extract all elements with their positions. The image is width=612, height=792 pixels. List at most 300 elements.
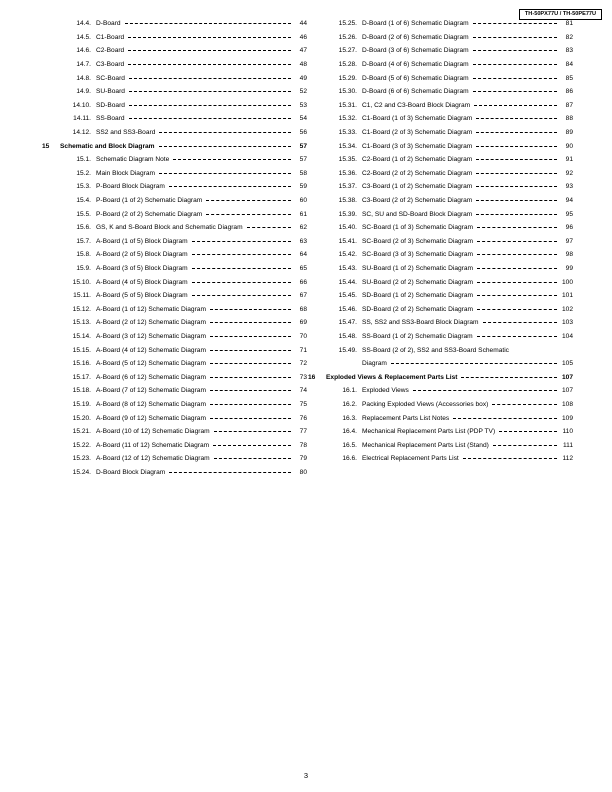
toc-entry-title: A-Board (5 of 12) Schematic Diagram (96, 360, 206, 368)
toc-entry-number: 16.3. (342, 414, 357, 422)
toc-entry-number: 15.4. (76, 197, 91, 205)
toc-entry-title: C1-Board (1 of 3) Schematic Diagram (362, 115, 473, 123)
toc-entry-page: 70 (299, 332, 307, 340)
toc-entry-title: Diagram (362, 360, 387, 368)
toc-entry-number: 14.10. (72, 101, 91, 109)
toc-entry[interactable] (308, 139, 573, 153)
toc-entry[interactable] (308, 357, 573, 371)
toc-leader-line (477, 295, 557, 296)
toc-entry-title: SU-Board (2 of 2) Schematic Diagram (362, 278, 474, 286)
toc-entry[interactable] (42, 235, 307, 249)
toc-entry-page: 59 (299, 183, 307, 191)
toc-right-column (308, 17, 573, 466)
toc-leader-line (473, 78, 557, 79)
toc-entry-number: 15.28. (338, 61, 357, 69)
toc-entry-title: C2-Board (1 of 2) Schematic Diagram (362, 156, 473, 164)
toc-leader-line (169, 472, 291, 473)
toc-entry-page: 103 (561, 319, 573, 327)
toc-entry[interactable] (42, 425, 307, 439)
toc-entry-number: 15.44. (338, 278, 357, 286)
toc-entry-number: 14.7. (76, 61, 91, 69)
toc-entry-page: 89 (565, 129, 573, 137)
toc-entry[interactable] (308, 248, 573, 262)
toc-leader-line (476, 159, 557, 160)
toc-entry[interactable] (308, 235, 573, 249)
toc-entry-title: SU-Board (1 of 2) Schematic Diagram (362, 264, 474, 272)
toc-entry-title: D-Board (4 of 6) Schematic Diagram (362, 61, 469, 69)
toc-entry-number: 15.13. (72, 319, 91, 327)
toc-entry[interactable] (42, 370, 307, 384)
toc-entry[interactable] (308, 425, 573, 439)
toc-leader-line (192, 282, 291, 283)
toc-entry-title: A-Board (6 of 12) Schematic Diagram (96, 373, 206, 381)
toc-entry-title: A-Board (11 of 12) Schematic Diagram (96, 441, 210, 449)
toc-entry[interactable] (42, 58, 307, 72)
toc-leader-line (477, 282, 557, 283)
toc-entry[interactable] (308, 452, 573, 466)
toc-entry-title: SS, SS2 and SS3-Board Block Diagram (362, 319, 479, 327)
toc-entry[interactable] (308, 411, 573, 425)
toc-entry[interactable] (308, 398, 573, 412)
toc-entry[interactable] (42, 262, 307, 276)
toc-entry-title: C2-Board (96, 47, 125, 55)
toc-entry-title: A-Board (3 of 5) Block Diagram (96, 264, 188, 272)
toc-entry-number: 15.10. (72, 278, 91, 286)
toc-entry-title: P-Board Block Diagram (96, 183, 165, 191)
toc-entry-page: 93 (565, 183, 573, 191)
toc-entry-page: 112 (562, 455, 573, 463)
toc-leader-line (125, 23, 291, 24)
toc-leader-line (476, 173, 557, 174)
toc-entry-title: SD-Board (1 of 2) Schematic Diagram (362, 292, 474, 300)
toc-entry-page: 86 (565, 88, 573, 96)
toc-entry-page: 47 (299, 47, 307, 55)
toc-leader-line (210, 336, 291, 337)
toc-entry[interactable] (308, 302, 573, 316)
toc-entry-title: SS-Board (96, 115, 125, 123)
toc-entry-page: 82 (565, 33, 573, 41)
toc-entry-number: 16.5. (342, 441, 357, 449)
toc-entry-page: 60 (299, 197, 307, 205)
toc-leader-line (473, 50, 557, 51)
toc-entry-title: D-Board (3 of 6) Schematic Diagram (362, 47, 469, 55)
toc-entry[interactable] (308, 17, 573, 31)
toc-leader-line (159, 132, 291, 133)
toc-entry[interactable] (42, 153, 307, 167)
toc-entry-number: 15.47. (338, 319, 357, 327)
toc-entry-title: SS-Board (2 of 2), SS2 and SS3-Board Schematic (362, 346, 509, 354)
toc-entry-page: 72 (299, 360, 307, 368)
toc-entry[interactable] (42, 330, 307, 344)
toc-entry[interactable] (42, 207, 307, 221)
toc-leader-line (476, 146, 557, 147)
toc-entry[interactable] (42, 452, 307, 466)
toc-entry-title: A-Board (10 of 12) Schematic Diagram (96, 428, 210, 436)
toc-leader-line (159, 146, 291, 147)
toc-entry[interactable] (308, 194, 573, 208)
toc-leader-line (129, 78, 291, 79)
toc-leader-line (129, 91, 291, 92)
toc-leader-line (128, 37, 291, 38)
toc-entry-page: 65 (299, 264, 307, 272)
toc-entry-number: 14.9. (76, 88, 91, 96)
toc-entry-page: 57 (299, 142, 307, 150)
toc-entry[interactable] (42, 411, 307, 425)
toc-entry-number: 15.22. (72, 441, 91, 449)
toc-entry-number: 15.43. (338, 264, 357, 272)
toc-entry-title: Exploded Views (362, 387, 409, 395)
toc-entry-page: 67 (299, 292, 307, 300)
toc-entry[interactable] (42, 71, 307, 85)
toc-entry-title: C1, C2 and C3-Board Block Diagram (362, 101, 471, 109)
toc-entry-page: 53 (299, 101, 307, 109)
toc-leader-line (476, 200, 557, 201)
toc-entry[interactable] (308, 85, 573, 99)
toc-entry[interactable] (42, 466, 307, 480)
toc-entry-number: 16.4. (342, 428, 357, 436)
toc-entry-number: 14.11. (73, 115, 91, 123)
toc-entry-page: 78 (299, 441, 307, 449)
toc-entry-number: 15.12. (72, 305, 91, 313)
toc-entry-page: 94 (565, 197, 573, 205)
toc-entry-page: 75 (299, 400, 307, 408)
toc-leader-line (463, 458, 557, 459)
toc-entry[interactable] (308, 207, 573, 221)
toc-leader-line (210, 363, 291, 364)
toc-entry-number: 15.1. (76, 156, 91, 164)
toc-entry[interactable] (42, 343, 307, 357)
toc-entry[interactable] (308, 167, 573, 181)
toc-leader-line (210, 404, 291, 405)
toc-entry[interactable] (308, 153, 573, 167)
toc-entry-title: A-Board (2 of 12) Schematic Diagram (96, 319, 206, 327)
toc-entry[interactable] (42, 438, 307, 452)
toc-entry-title: P-Board (1 of 2) Schematic Diagram (96, 197, 203, 205)
toc-entry-page: 44 (299, 20, 307, 28)
toc-entry-title: C1-Board (2 of 3) Schematic Diagram (362, 129, 473, 137)
toc-entry-title: A-Board (1 of 12) Schematic Diagram (96, 305, 206, 313)
toc-leader-line (210, 350, 291, 351)
toc-leader-line (214, 458, 291, 459)
toc-entry-number: 14.6. (76, 47, 91, 55)
toc-entry-page: 57 (299, 156, 307, 164)
toc-entry-page: 92 (565, 169, 573, 177)
toc-entry-title: D-Board Block Diagram (96, 468, 166, 476)
toc-leader-line (206, 214, 291, 215)
toc-entry-page: 87 (565, 101, 573, 109)
toc-entry-title: A-Board (4 of 12) Schematic Diagram (96, 346, 206, 354)
toc-entry-number: 15.14. (72, 332, 91, 340)
toc-entry-title: D-Board (96, 20, 121, 28)
toc-entry-page: 73 (299, 373, 307, 381)
toc-entry-title: Main Block Diagram (96, 169, 155, 177)
toc-entry[interactable] (308, 180, 573, 194)
toc-entry-title: C2-Board (2 of 2) Schematic Diagram (362, 169, 473, 177)
toc-entry-number: 16 (308, 373, 316, 381)
toc-entry[interactable] (42, 398, 307, 412)
toc-entry-page: 56 (299, 129, 307, 137)
toc-entry-number: 15.26. (338, 33, 357, 41)
toc-leader-line (128, 50, 291, 51)
toc-entry-number: 15.21. (72, 428, 91, 436)
toc-entry[interactable] (42, 384, 307, 398)
toc-entry-page: 109 (561, 414, 573, 422)
toc-entry-page: 64 (299, 251, 307, 259)
toc-entry-title: Mechanical Replacement Parts List (PDP TV) (362, 428, 496, 436)
toc-leader-line (391, 363, 557, 364)
toc-leader-line (477, 309, 557, 310)
toc-entry-page: 71 (299, 346, 307, 354)
toc-section-heading[interactable] (42, 139, 307, 153)
toc-entry-number: 15.25. (338, 20, 357, 28)
toc-entry-number: 15.3. (76, 183, 91, 191)
toc-leader-line (473, 23, 557, 24)
toc-entry[interactable] (308, 112, 573, 126)
toc-entry[interactable] (42, 275, 307, 289)
toc-entry-page: 61 (299, 210, 307, 218)
toc-entry-number: 15.37. (338, 183, 357, 191)
toc-entry-title: C3-Board (2 of 2) Schematic Diagram (362, 197, 473, 205)
toc-entry[interactable] (308, 71, 573, 85)
toc-entry-number: 15.8. (76, 251, 91, 259)
toc-entry-page: 68 (299, 305, 307, 313)
toc-entry-number: 15.48. (338, 332, 357, 340)
toc-entry-title: Schematic Diagram Note (96, 156, 170, 164)
toc-entry-number: 16.2. (342, 400, 357, 408)
toc-entry-title: SC-Board (96, 74, 125, 82)
toc-entry[interactable] (42, 289, 307, 303)
toc-entry-title: SD-Board (2 of 2) Schematic Diagram (362, 305, 474, 313)
toc-leader-line (477, 268, 557, 269)
toc-entry-page: 79 (299, 455, 307, 463)
toc-entry-number: 15.31. (338, 101, 357, 109)
toc-leader-line (247, 227, 291, 228)
toc-entry-title: Packing Exploded Views (Accessories box) (362, 400, 489, 408)
toc-leader-line (129, 118, 291, 119)
toc-entry[interactable] (308, 58, 573, 72)
toc-leader-line (453, 418, 557, 419)
toc-entry-title: D-Board (2 of 6) Schematic Diagram (362, 33, 469, 41)
toc-entry-page: 107 (561, 387, 573, 395)
toc-leader-line (461, 377, 557, 378)
toc-entry-number: 15.6. (76, 224, 91, 232)
toc-entry-page: 54 (299, 115, 307, 123)
toc-entry[interactable] (42, 357, 307, 371)
toc-leader-line (492, 404, 557, 405)
toc-entry-title: A-Board (5 of 5) Block Diagram (96, 292, 188, 300)
toc-entry[interactable] (308, 384, 573, 398)
toc-entry[interactable] (42, 248, 307, 262)
toc-section-heading[interactable] (308, 370, 573, 384)
toc-entry[interactable] (42, 221, 307, 235)
toc-entry-page: 84 (565, 61, 573, 69)
toc-entry-title: D-Board (1 of 6) Schematic Diagram (362, 20, 469, 28)
toc-entry-title: SC-Board (2 of 3) Schematic Diagram (362, 237, 474, 245)
toc-entry-title: A-Board (12 of 12) Schematic Diagram (96, 455, 210, 463)
toc-leader-line (474, 105, 557, 106)
toc-entry[interactable] (308, 289, 573, 303)
toc-entry[interactable] (42, 31, 307, 45)
toc-entry-page: 104 (561, 332, 573, 340)
toc-entry-title: D-Board (6 of 6) Schematic Diagram (362, 88, 469, 96)
toc-entry-number: 15.41. (338, 237, 357, 245)
page-number: 3 (303, 771, 309, 780)
toc-entry-title: C3-Board (96, 61, 125, 69)
toc-entry-title: SC-Board (1 of 3) Schematic Diagram (362, 224, 474, 232)
toc-entry-title: SC-Board (3 of 3) Schematic Diagram (362, 251, 474, 259)
toc-entry-page: 107 (561, 373, 573, 381)
toc-entry-title: A-Board (3 of 12) Schematic Diagram (96, 332, 206, 340)
toc-entry-number: 15.5. (76, 210, 91, 218)
toc-leader-line (128, 64, 291, 65)
toc-entry-page: 105 (561, 360, 573, 368)
toc-entry-page: 66 (299, 278, 307, 286)
toc-leader-line (192, 268, 291, 269)
toc-entry-page: 101 (561, 292, 573, 300)
toc-entry-number: 15.7. (76, 237, 91, 245)
toc-entry-title: GS, K and S-Board Block and Schematic Diagram (96, 224, 243, 232)
toc-leader-line (476, 118, 557, 119)
toc-leader-line (473, 91, 557, 92)
toc-leader-line (477, 254, 557, 255)
toc-entry-page: 96 (565, 224, 573, 232)
toc-entry-page: 90 (565, 142, 573, 150)
toc-entry-number: 15.9. (76, 264, 91, 272)
toc-entry[interactable] (42, 126, 307, 140)
toc-entry-title: Schematic and Block Diagram (60, 142, 155, 150)
toc-entry-number: 15.29. (338, 74, 357, 82)
toc-entry[interactable] (42, 302, 307, 316)
toc-entry-number: 14.5. (76, 33, 91, 41)
toc-leader-line (210, 390, 291, 391)
toc-entry-page: 83 (565, 47, 573, 55)
toc-entry[interactable] (308, 262, 573, 276)
toc-entry-number: 15.27. (338, 47, 357, 55)
toc-entry[interactable] (42, 167, 307, 181)
toc-entry-number: 15.46. (338, 305, 357, 313)
toc-entry[interactable] (308, 99, 573, 113)
toc-leader-line (210, 418, 291, 419)
toc-entry-title: A-Board (8 of 12) Schematic Diagram (96, 400, 206, 408)
toc-entry-title: SD-Board (96, 101, 125, 109)
toc-entry-title: SU-Board (96, 88, 125, 96)
toc-entry[interactable] (308, 221, 573, 235)
toc-entry[interactable] (308, 275, 573, 289)
toc-entry-number: 15.18. (72, 387, 91, 395)
toc-entry-title: C3-Board (1 of 2) Schematic Diagram (362, 183, 473, 191)
toc-entry[interactable] (308, 343, 573, 357)
toc-leader-line (210, 377, 291, 378)
toc-entry-title: P-Board (2 of 2) Schematic Diagram (96, 210, 203, 218)
toc-entry-page: 98 (565, 251, 573, 259)
toc-entry-page: 91 (565, 156, 573, 164)
toc-entry[interactable] (42, 17, 307, 31)
toc-entry-page: 52 (299, 88, 307, 96)
toc-entry[interactable] (308, 126, 573, 140)
toc-entry-number: 15.40. (338, 224, 357, 232)
toc-entry-page: 63 (299, 237, 307, 245)
toc-leader-line (413, 390, 557, 391)
toc-leader-line (477, 241, 557, 242)
toc-leader-line (214, 431, 291, 432)
toc-entry-number: 16.1. (342, 387, 357, 395)
toc-entry-page: 85 (565, 74, 573, 82)
toc-entry-number: 15.20. (72, 414, 91, 422)
toc-entry[interactable] (42, 44, 307, 58)
toc-entry[interactable] (42, 99, 307, 113)
toc-entry-number: 15.45. (338, 292, 357, 300)
toc-leader-line (169, 186, 291, 187)
toc-entry-number: 14.8. (76, 74, 91, 82)
toc-entry-page: 62 (299, 224, 307, 232)
toc-entry-page: 58 (299, 169, 307, 177)
toc-leader-line (476, 132, 557, 133)
toc-entry-title: SC, SU and SD-Board Block Diagram (362, 210, 473, 218)
toc-leader-line (477, 336, 557, 337)
toc-entry-title: Electrical Replacement Parts List (362, 455, 459, 463)
toc-entry[interactable] (308, 31, 573, 45)
toc-entry[interactable] (42, 194, 307, 208)
toc-entry-page: 95 (565, 210, 573, 218)
toc-leader-line (192, 254, 291, 255)
toc-entry[interactable] (308, 316, 573, 330)
toc-entry-title: SS2 and SS3-Board (96, 129, 156, 137)
model-number-box: TH-50PX77U / TH-50PE77U (519, 9, 602, 20)
toc-entry[interactable] (308, 438, 573, 452)
toc-left-column (42, 17, 307, 479)
toc-entry-page: 48 (299, 61, 307, 69)
toc-entry-number: 15.38. (338, 197, 357, 205)
toc-entry-number: 15.33. (338, 129, 357, 137)
toc-entry-number: 16.6. (342, 455, 357, 463)
toc-entry-number: 15.36. (338, 169, 357, 177)
toc-entry-page: 110 (562, 428, 573, 436)
toc-leader-line (192, 295, 291, 296)
toc-entry-page: 111 (562, 441, 573, 449)
toc-entry-number: 15.2. (76, 169, 91, 177)
toc-leader-line (493, 445, 557, 446)
toc-entry-number: 15.34. (338, 142, 357, 150)
toc-entry-page: 46 (299, 33, 307, 41)
toc-entry-number: 14.12. (72, 129, 91, 137)
toc-entry[interactable] (42, 112, 307, 126)
toc-entry-number: 15.16. (72, 360, 91, 368)
toc-entry[interactable] (42, 85, 307, 99)
toc-entry-title: SS-Board (1 of 2) Schematic Diagram (362, 332, 473, 340)
toc-entry-number: 15.35. (338, 156, 357, 164)
toc-entry-number: 15.19. (72, 400, 91, 408)
toc-entry[interactable] (308, 330, 573, 344)
toc-entry-number: 15.39. (338, 210, 357, 218)
toc-entry[interactable] (42, 316, 307, 330)
toc-leader-line (173, 159, 291, 160)
toc-entry-title: A-Board (9 of 12) Schematic Diagram (96, 414, 206, 422)
toc-entry-page: 108 (561, 400, 573, 408)
toc-entry[interactable] (308, 44, 573, 58)
toc-entry-title: Replacement Parts List Notes (362, 414, 450, 422)
toc-entry-title: A-Board (2 of 5) Block Diagram (96, 251, 188, 259)
toc-entry[interactable] (42, 180, 307, 194)
toc-entry-number: 15.23. (72, 455, 91, 463)
toc-leader-line (213, 445, 291, 446)
toc-entry-number: 15.42. (338, 251, 357, 259)
toc-entry-title: Mechanical Replacement Parts List (Stand) (362, 441, 489, 449)
toc-leader-line (477, 227, 557, 228)
toc-entry-number: 15.11. (73, 292, 91, 300)
toc-entry-page: 76 (299, 414, 307, 422)
toc-entry-number: 15.30. (338, 88, 357, 96)
toc-entry-page: 97 (565, 237, 573, 245)
